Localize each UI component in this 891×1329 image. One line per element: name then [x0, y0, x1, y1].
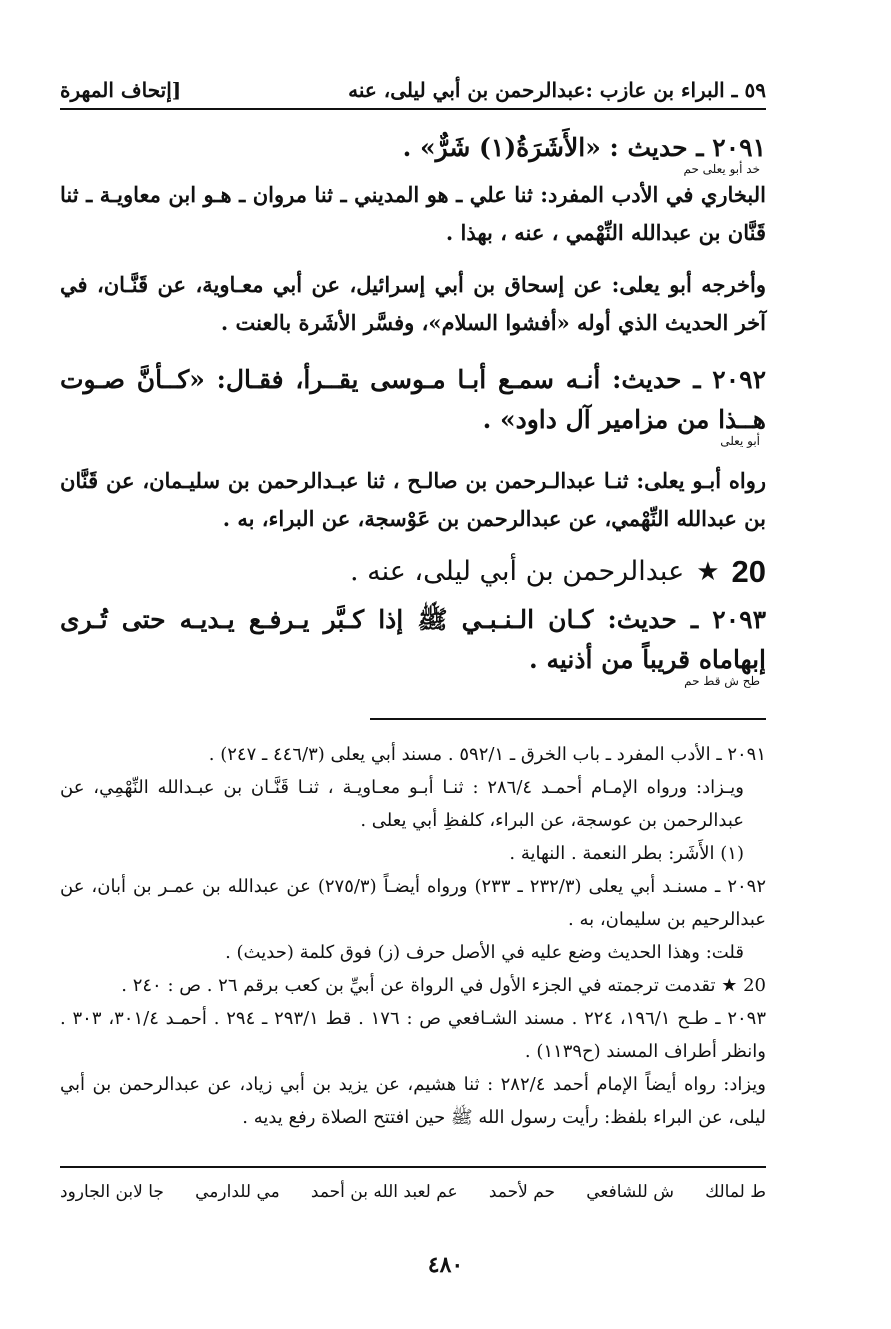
hadith-paragraph: رواه أبـو يعلى: ثنـا عبدالـرحمن بن صالـح ، ثنا عبـدالرحمن بن سليـمان، عن قَنَّان بن عبدالله النِّهْمي، عن عبدالرحمن بن عَوْسجة، عن البراء، به .: [60, 468, 766, 531]
abbreviation: مي للدارمي: [195, 1182, 280, 1202]
footnotes: [60, 738, 766, 1134]
hadith-paragraph: وأخرجه أبو يعلى: عن إسحاق بن أبي إسرائيل، عن أبي معـاوية، عن قَنَّـان، في آخر الحديث الذي أوله «أفشوا السلام»، وفسَّر الأشَرة بالعنت .: [60, 272, 766, 335]
page-number: ٤٨٠: [427, 1252, 464, 1278]
abbreviation: جا لابن الجارود: [60, 1182, 164, 1202]
section-heading: [60, 550, 766, 594]
header-chapter: ٥٩ ـ البراء بن عازب :عبدالرحمن بن أبي ليلى، عنه: [348, 78, 766, 102]
star-icon: ★: [696, 557, 720, 587]
footnote: (١) الأَشَر: بطر النعمة . النهاية .: [509, 843, 744, 864]
footnote: ٢٠٩٢ ـ مسنـد أبي يعلى (٢٣٢/٣ ـ ٢٣٣) ورواه أيضـاً (٢٧٥/٣) عن عبدالله بن عمـر بن أبان، عن عبدالرحيم بن سليمان، به .: [60, 876, 766, 930]
page: [60, 78, 766, 1202]
abbreviation: حم لأحمد: [488, 1182, 556, 1202]
hadith-paragraph: البخاري في الأدب المفرد: ثنا علي ـ هو المديني ـ ثنا مروان ـ هـو ابن معاويـة ـ ثنا قَنَّان بن عبدالله النِّهْمي ، عنه ، بهذا .: [60, 182, 766, 245]
footnote-divider: [370, 718, 766, 720]
hadith-sources: خد أبو يعلى حم: [683, 162, 760, 176]
footnote: ويزاد: رواه أيضاً الإمام أحمد ٢٨٢/٤ : ثنا هشيم، عن يزيد بن أبي زياد، عن عبدالرحمن بن أبي ليلى، عن البراء بلفظ: رأيت رسول الله ﷺ حين افتتح الصلاة رفع يديه .: [60, 1074, 766, 1128]
footnote: ٢٠٩٣ ـ طـح ١٩٦/١، ٢٢٤ . مسند الشـافعي ص : ١٧٦ . قط ٢٩٣/١ ـ ٢٩٤ . أحمـد ٣٠١/٤، ٣٠٣ . وانظر أطراف المسند (ح١١٣٩) .: [60, 1008, 767, 1062]
hadith-entry-2092: [60, 360, 766, 538]
abbreviation: ش للشافعي: [586, 1182, 675, 1202]
hadith-sources: طح ش قط حم: [684, 674, 760, 688]
footnote: ويـزاد: ورواه الإمـام أحمـد ٢٨٦/٤ : ثنـا أبـو معـاويـة ، ثنـا قَنَّـان بن عبـدالله النِّهْمِي، عن عبدالرحمن بن عوسجة، عن البراء، كلفظِ أبي يعلى .: [60, 777, 744, 831]
abbreviation: ط لمالك: [705, 1182, 766, 1202]
hadith-title: ٢٠٩٣ ـ حديث: كـان الـنـبـي ﷺ إذا كـبَّر يـرفـع يـديـه حتى تُـرى إبهاماه قريباً من أذنيه .: [60, 605, 766, 674]
abbreviations-key: [60, 1182, 766, 1202]
footnote: 20 ★ تقدمت ترجمته في الجزء الأول في الرواة عن أبيِّ بن كعب برقم ٢٦ . ص : ٢٤٠ .: [121, 975, 766, 996]
abbreviations-divider: [60, 1166, 766, 1168]
header-book-title: [إتحاف المهرة: [60, 78, 182, 102]
hadith-entry-2091: [60, 128, 766, 342]
hadith-entry-2093: [60, 600, 766, 688]
section-number: 20: [731, 554, 766, 589]
hadith-sources: أبو يعلى: [720, 434, 760, 448]
hadith-title: ٢٠٩٢ ـ حديث: أنـه سمـع أبـا مـوسى يقــرأ، فقـال: «كــأنَّ صـوت هــذا من مزامير آل داود» .: [60, 365, 766, 434]
footnote: ٢٠٩١ ـ الأدب المفرد ـ باب الخرق ـ ٥٩٢/١ . مسند أبي يعلى (٤٤٦/٣ ـ ٢٤٧) .: [208, 744, 766, 765]
abbreviation: عم لعبد الله بن أحمد: [310, 1182, 458, 1202]
hadith-title: ٢٠٩١ ـ حديث : «الأَشَرَةُ(١) شَرٌّ» .: [402, 133, 766, 162]
running-header: [60, 78, 766, 110]
section-title: عبدالرحمن بن أبي ليلى، عنه .: [349, 556, 685, 587]
footnote: قلت: وهذا الحديث وضع عليه في الأصل حرف (ز) فوق كلمة (حديث) .: [225, 942, 744, 963]
